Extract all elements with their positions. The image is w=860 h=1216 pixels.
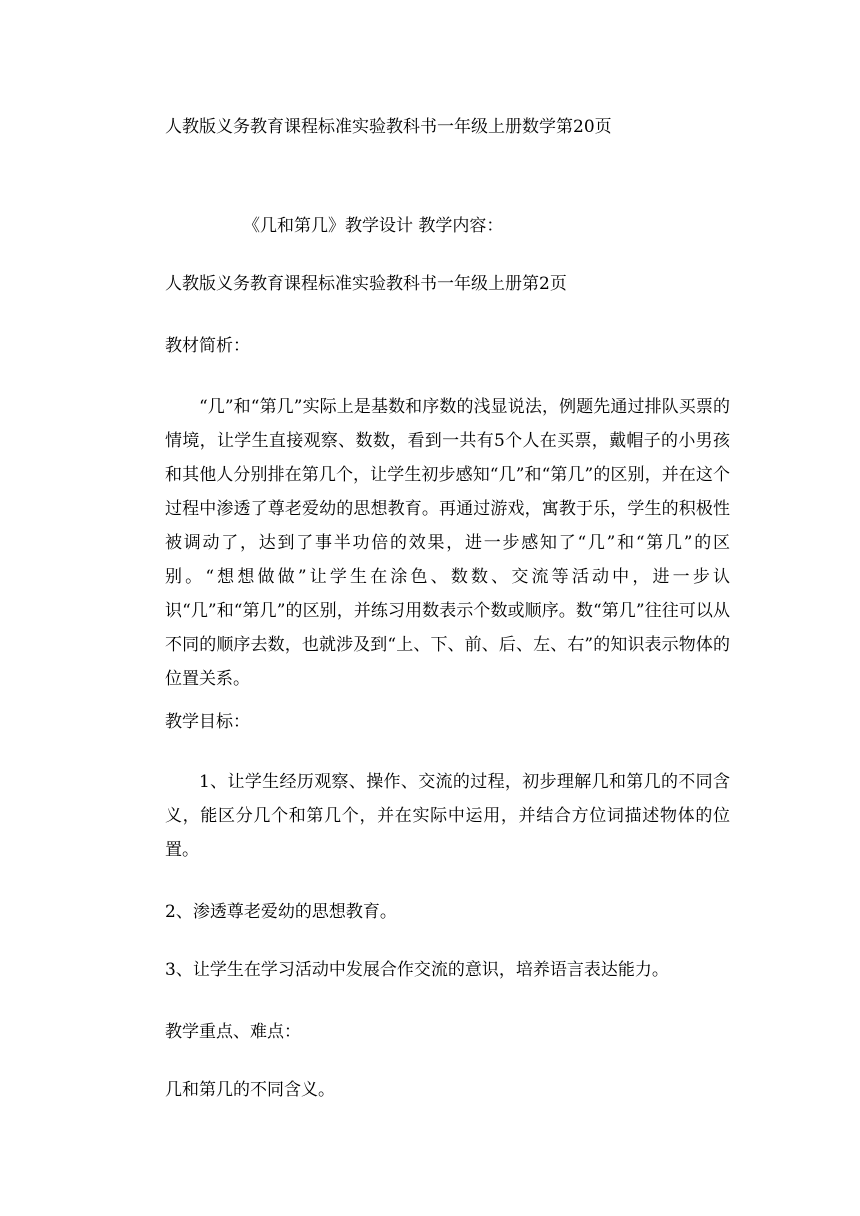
goal-item-1: 1、让学生经历观察、操作、交流的过程，初步理解几和第几的不同含义，能区分几个和第几个，并在实际中运用，并结合方位词描述物体的位置。 xyxy=(165,772,730,860)
title-line: 《几和第几》教学设计 教学内容： xyxy=(243,216,504,236)
keypoints-heading: 教学重点、难点： xyxy=(165,1022,301,1042)
keypoint-item-1: 几和第几的不同含义。 xyxy=(165,1080,335,1100)
analysis-heading: 教材简析： xyxy=(165,336,250,356)
content-line: 人教版义务教育课程标准实验教科书一年级上册第2页 xyxy=(165,274,567,294)
goal-item-2: 2、渗透尊老爱幼的思想教育。 xyxy=(165,902,397,922)
goal-item-3: 3、让学生在学习活动中发展合作交流的意识，培养语言表达能力。 xyxy=(165,960,669,980)
header-line: 人教版义务教育课程标准实验教科书一年级上册数学第20页 xyxy=(165,117,612,137)
goals-heading: 教学目标： xyxy=(165,712,250,732)
analysis-paragraph: “几”和“第几”实际上是基数和序数的浅显说法，例题先通过排队买票的情境，让学生直接观察、数数，看到一共有5个人在买票，戴帽子的小男孩和其他人分别排在第几个，让学生初步感知“几”和“第几”的区别，并在这个过程中渗透了尊老爱幼的思想教育。再通过游戏，寓教于乐，学生的积极性被调动了，达到了事半功倍的效果，进一步感知了“几”和“第几”的区别。“想想做做”让学生在涂色、数数、交流等活动中，进一步认识“几”和“第几”的区别，并练习用数表示个数或顺序。数“第几”往往可以从不同的顺序去数，也就涉及到“上、下、前、后、左、右”的知识表示物体的位置关系。 xyxy=(165,397,730,689)
